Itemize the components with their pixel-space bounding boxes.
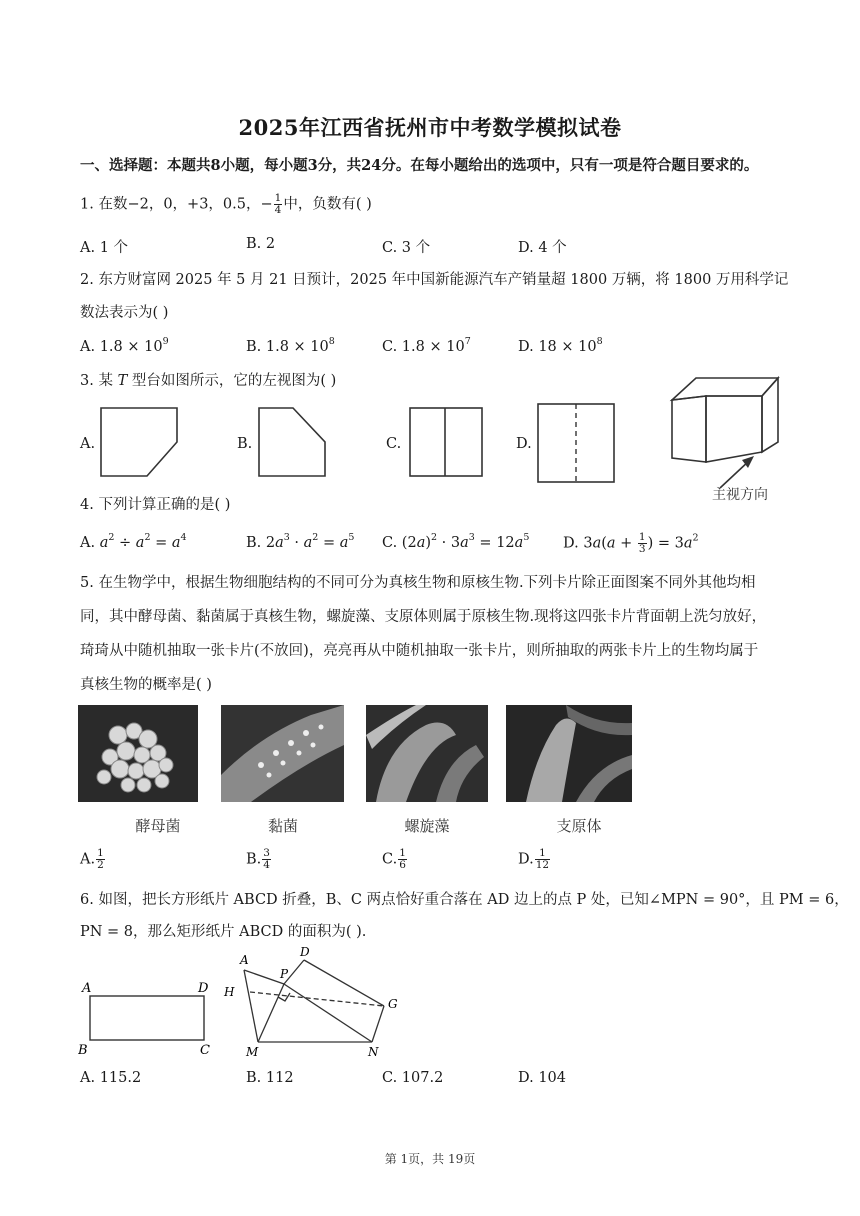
q6-rectangle-figure: [78, 974, 218, 1060]
q1-option-c: C. 3 个: [382, 240, 431, 256]
question-5-line-1: 5. 在生物学中，根据生物细胞结构的不同可分为真核生物和原核生物.下列卡片除正面图案不同外其他均相: [80, 575, 756, 591]
q3-option-a-figure: [95, 402, 185, 482]
q5-option-c: C. $\frac{1}{6}$: [382, 847, 406, 871]
q4-option-b: B. $2a^3 \cdot a^2 = a^5$: [246, 532, 355, 551]
q6-option-d: D. 104: [518, 1070, 567, 1086]
question-5-line-2: 同，其中酵母菌、黏菌属于真核生物，螺旋藻、支原体则属于原核生物.现将这四张卡片背面朝上洗匀放好，: [80, 609, 767, 625]
q6-fold-figure: [222, 944, 412, 1062]
question-6-line-1: 6. 如图，把长方形纸片 ABCD 折叠，B、C 两点恰好重合落在 AD 边上的点 P 处，已知∠MPN = 90°，且 PM = 6，: [80, 892, 849, 908]
q5-option-b: B. $\frac{3}{4}$: [246, 847, 270, 871]
question-2-line-2: 数法表示为( ): [80, 305, 169, 321]
fold-label-g: G: [388, 997, 398, 1011]
q3-option-d-figure: [533, 400, 619, 486]
q1-fraction: $\frac{1}{4}$: [274, 192, 282, 216]
q1-stem-part-a: 1. 在数−2，0，+3，0.5，−: [80, 196, 273, 213]
rect-label-a: A: [82, 981, 92, 996]
caption-spirulina: 螺旋藻: [404, 817, 450, 835]
slime-mold-image: [221, 705, 344, 802]
caption-slime-mold: 黏菌: [267, 817, 298, 835]
q4-option-a: A. $a^2 \div a^2 = a^4$: [80, 532, 187, 551]
page-footer: 第 1页，共 19页: [384, 1152, 476, 1166]
fold-label-n: N: [368, 1045, 379, 1059]
section-heading: 一、选择题：本题共8小题，每小题3分，共24分。在每小题给出的选项中，只有一项是符合题目要求的。: [80, 157, 759, 174]
mycoplasma-image: [506, 705, 632, 802]
q4-option-d: D. 3a(a + $\frac{1}{3}$ ) = $3a^2$: [563, 531, 699, 555]
rect-label-c: C: [200, 1043, 210, 1058]
q2-option-b: B. $1.8 \times 10^8$: [246, 336, 335, 355]
q1-stem-part-b: 中，负数有( ): [283, 196, 372, 213]
question-5-line-3: 琦琦从中随机抽取一张卡片(不放回)，亮亮再从中随机抽取一张卡片，则所抽取的两张卡片上的生物均属于: [80, 643, 759, 659]
q5-option-a: A. $\frac{1}{2}$: [80, 847, 104, 871]
q3-option-a-label: A.: [80, 436, 96, 452]
fold-label-m: M: [246, 1045, 259, 1059]
caption-yeast: 酵母菌: [135, 817, 181, 835]
q3-option-c-label: C.: [386, 436, 402, 452]
q6-option-a: A. 115.2: [80, 1070, 142, 1086]
fold-label-h: H: [224, 985, 235, 999]
q1-option-a: A. 1 个: [80, 240, 129, 256]
question-6-line-2: PN = 8，那么矩形纸片 ABCD 的面积为( ).: [80, 924, 367, 940]
question-4-stem: 4. 下列计算正确的是( ): [80, 497, 231, 513]
q2-option-d: D. $18 \times 10^8$: [518, 336, 603, 355]
q3-option-b-label: B.: [237, 436, 253, 452]
q3-option-c-figure: [404, 402, 490, 482]
q3-option-d-label: D.: [516, 436, 532, 452]
rect-label-d: D: [198, 981, 209, 996]
spirulina-image: [366, 705, 488, 802]
q4-option-c: C. $(2a)^2 \cdot 3a^3 = 12a^5$: [382, 532, 530, 551]
fold-label-d: D: [300, 945, 310, 959]
q3-arrow-label: 主视方向: [712, 487, 768, 503]
question-1-stem: [80, 193, 372, 216]
yeast-image: [78, 705, 198, 802]
q1-option-d: D. 4 个: [518, 240, 567, 256]
q6-option-c: C. 107.2: [382, 1070, 444, 1086]
q5-option-d: D. $\frac{1}{12}$: [518, 847, 550, 871]
caption-mycoplasma: 支原体: [556, 817, 602, 835]
fold-label-a: A: [240, 953, 249, 967]
question-5-line-4: 真核生物的概率是( ): [80, 677, 212, 693]
q1-option-b: B. 2: [246, 236, 276, 252]
fold-label-p: P: [280, 967, 289, 981]
question-3-stem: 3. 某 T 型台如图所示，它的左视图为( ): [80, 373, 337, 389]
q2-option-c: C. $1.8 \times 10^7$: [382, 336, 471, 355]
rect-label-b: B: [78, 1043, 88, 1058]
page-title: 2025年江西省抚州市中考数学模拟试卷: [238, 115, 622, 140]
q2-option-a: A. $1.8 \times 10^9$: [80, 336, 169, 355]
q6-option-b: B. 112: [246, 1070, 294, 1086]
question-2-line-1: 2. 东方财富网 2025 年 5 月 21 日预计，2025 年中国新能源汽车产销量超 1800 万辆，将 1800 万用科学记: [80, 272, 789, 288]
q3-option-b-figure: [253, 402, 333, 482]
